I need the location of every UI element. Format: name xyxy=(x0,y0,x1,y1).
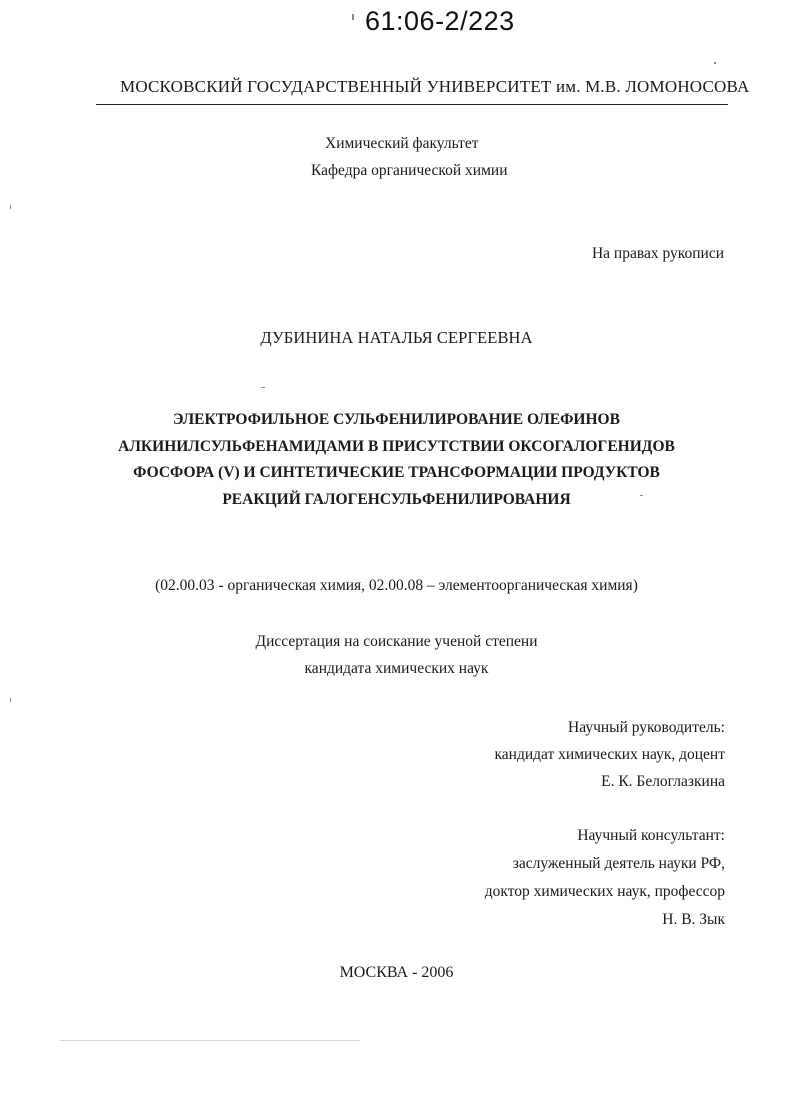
department-name: Кафедра органической химии xyxy=(311,162,508,179)
dissertation-title xyxy=(0,407,793,513)
supervisor-name: Е. К. Белоглазкина xyxy=(601,773,725,790)
title-line: ФОСФОРА (V) И СИНТЕТИЧЕСКИЕ ТРАНСФОРМАЦИИ ПРОДУКТОВ xyxy=(133,464,660,481)
dissertation-type-line1: Диссертация на соискание ученой степени xyxy=(255,633,538,650)
consultant-name: Н. В. Зык xyxy=(662,911,725,928)
specialty-codes: (02.00.03 - органическая химия, 02.00.08 – элементоорганическая химия) xyxy=(155,577,638,594)
consultant-label: Научный консультант: xyxy=(577,827,725,844)
author-name: ДУБИНИНА НАТАЛЬЯ СЕРГЕЕВНА xyxy=(260,328,533,347)
faculty-name: Химический факультет xyxy=(325,135,479,152)
title-line: РЕАКЦИЙ ГАЛОГЕНСУЛЬФЕНИЛИРОВАНИЯ xyxy=(222,490,571,508)
scan-speck xyxy=(10,698,11,702)
university-name: МОСКОВСКИЙ ГОСУДАРСТВЕННЫЙ УНИВЕРСИТЕТ им. М.В. ЛОМОНОСОВА xyxy=(120,77,750,96)
scan-speck xyxy=(60,1040,360,1041)
scan-speck xyxy=(352,14,354,20)
dissertation-type-line2: кандидата химических наук xyxy=(304,660,489,677)
supervisor-block xyxy=(494,714,725,795)
scan-speck xyxy=(261,387,265,388)
consultant-degree: доктор химических наук, профессор xyxy=(484,883,725,900)
supervisor-label: Научный руководитель: xyxy=(568,719,725,736)
catalog-number: 61:06-2/223 xyxy=(365,6,515,36)
title-line: АЛКИНИЛСУЛЬФЕНАМИДАМИ В ПРИСУТСТВИИ ОКСОГАЛОГЕНИДОВ xyxy=(118,437,675,455)
supervisor-degree: кандидат химических наук, доцент xyxy=(494,746,725,763)
consultant-block xyxy=(485,822,725,934)
title-line: ЭЛЕКТРОФИЛЬНОЕ СУЛЬФЕНИЛИРОВАНИЕ ОЛЕФИНОВ xyxy=(173,411,620,428)
header-divider xyxy=(96,104,728,105)
scan-speck xyxy=(10,205,11,209)
consultant-title: заслуженный деятель науки РФ, xyxy=(512,855,725,872)
city-year: МОСКВА - 2006 xyxy=(339,964,454,981)
manuscript-rights-note: На правах рукописи xyxy=(591,245,724,262)
scan-speck xyxy=(714,62,716,64)
scan-speck xyxy=(640,495,643,496)
